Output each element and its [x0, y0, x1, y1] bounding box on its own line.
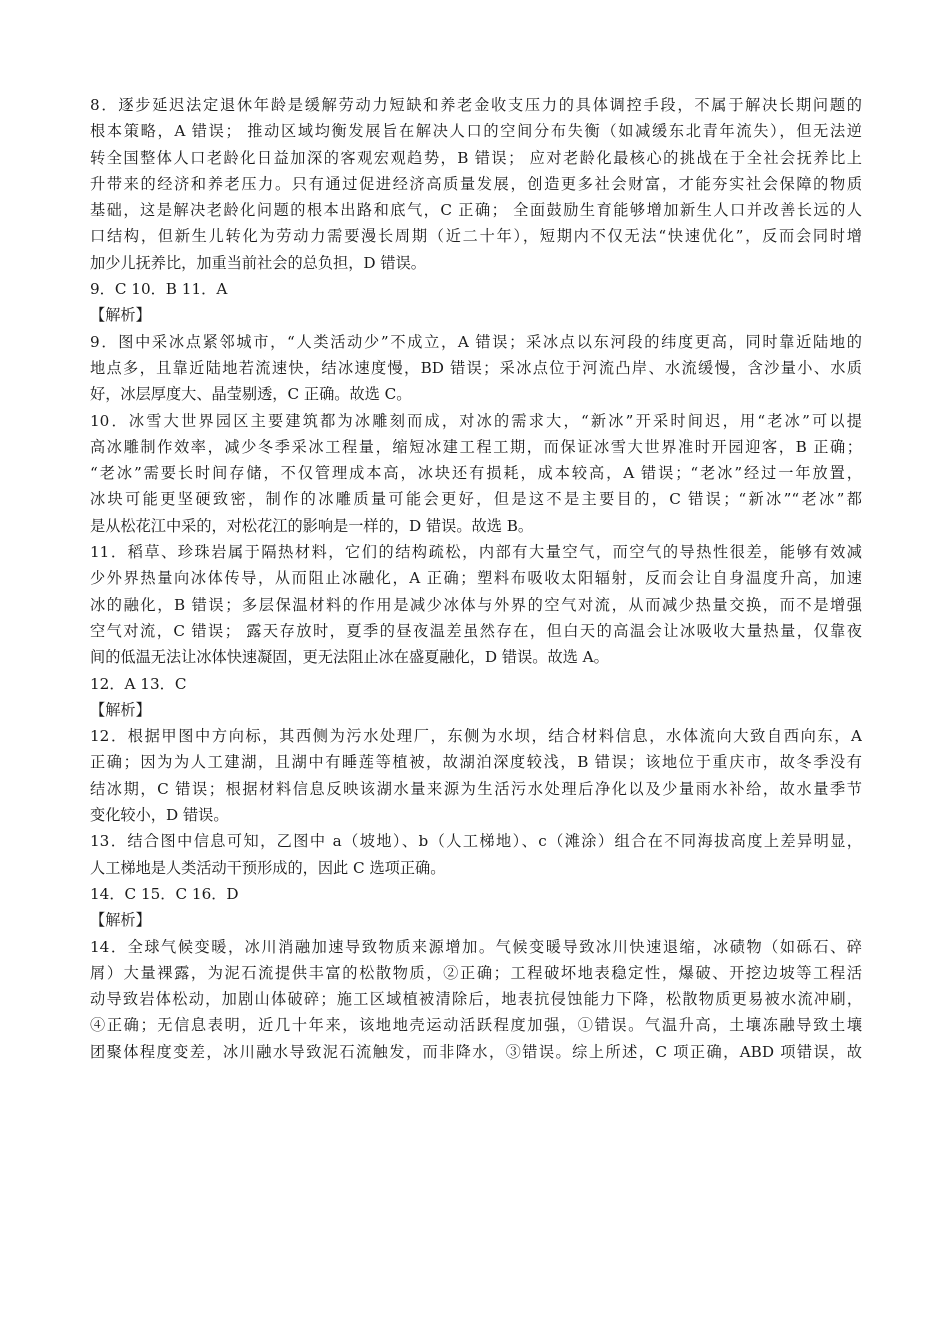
- text-line: 高冰雕制作效率，减少冬季采冰工程量，缩短冰建工程工期，而保证冰雪大世界准时开园迎客，B 正确；: [90, 437, 862, 456]
- text-line: 基础，这是解决老龄化问题的根本出路和底气，C 正确； 全面鼓励生育能够增加新生人口并改善长远的人: [90, 201, 862, 220]
- text-line: 9．C 10．B 11．A: [90, 280, 228, 299]
- text-line: 口结构，但新生儿转化为劳动力需要漫长周期（近二十年），短期内不仅无法“快速优化”，反而会同时增: [90, 227, 862, 246]
- text-line: 动导致岩体松动，加剧山体破碎；施工区域植被清除后，地表抗侵蚀能力下降，松散物质更易被水流冲刷，: [90, 990, 862, 1009]
- text-line: 升带来的经济和养老压力。只有通过促进经济高质量发展，创造更多社会财富，才能夯实社会保障的物质: [90, 174, 862, 193]
- text-line: 少外界热量向冰体传导，从而阻止冰融化，A 正确；塑料布吸收太阳辐射，反而会让自身温度升高，加速: [90, 569, 862, 588]
- text-line: 【解析】: [90, 700, 151, 719]
- text-line: 14．全球气候变暖，冰川消融加速导致物质来源增加。气候变暖导致冰川快速退缩，冰碛物（如砾石、碎: [90, 937, 862, 956]
- text-line: 【解析】: [90, 306, 151, 325]
- text-line: 好，冰层厚度大、晶莹剔透，C 正确。故选 C。: [90, 385, 412, 404]
- text-line: 变化较小，D 错误。: [90, 806, 229, 825]
- text-line: 间的低温无法让冰体快速凝固，更无法阻止冰在盛夏融化，D 错误。故选 A。: [90, 648, 609, 667]
- text-line: 是从松花江中采的，对松花江的影响是一样的，D 错误。故选 B。: [90, 516, 534, 535]
- text-line: 空气对流，C 错误； 露天存放时，夏季的昼夜温差虽然存在，但白天的高温会让冰吸收大量热量，仅靠夜: [90, 621, 862, 640]
- text-line: 人工梯地是人类活动干预形成的，因此 C 选项正确。: [90, 858, 446, 877]
- text-line: 12．A 13．C: [90, 674, 187, 693]
- text-line: 【解析】: [90, 911, 151, 930]
- text-line: 结冰期，C 错误；根据材料信息反映该湖水量来源为生活污水处理后净化以及少量雨水补给，故水量季节: [90, 779, 862, 798]
- text-line: 11．稻草、珍珠岩属于隔热材料，它们的结构疏松，内部有大量空气，而空气的导热性很差，能够有效减: [90, 543, 862, 562]
- text-line: 团聚体程度变差，冰川融水导致泥石流触发，而非降水，③错误。综上所述，C 项正确，ABD 项错误，故: [90, 1042, 862, 1061]
- text-line: 加少儿抚养比，加重当前社会的总负担，D 错误。: [90, 253, 426, 272]
- text-line: 正确；因为为人工建湖，且湖中有睡莲等植被，故湖泊深度较浅，B 错误；该地位于重庆市，故冬季没有: [90, 753, 862, 772]
- text-line: “老冰”需要长时间存储，不仅管理成本高，冰块还有损耗，成本较高，A 错误；“老冰”经过一年放置，: [90, 464, 862, 483]
- text-line: 屑）大量裸露，为泥石流提供丰富的松散物质，②正确；工程破坏地表稳定性，爆破、开挖边坡等工程活: [90, 963, 862, 982]
- text-line: 8．逐步延迟法定退休年龄是缓解劳动力短缺和养老金收支压力的具体调控手段，不属于解决长期问题的: [90, 96, 862, 114]
- text-line: 13．结合图中信息可知，乙图中 a（坡地）、b（人工梯地）、c（滩涂）组合在不同海拔高度上差异明显，: [90, 832, 862, 851]
- text-line: 冰块可能更坚硬致密，制作的冰雕质量可能会更好，但是这不是主要目的，C 错误；“新冰”“老冰”都: [90, 490, 862, 509]
- text-line: 12．根据甲图中方向标，其西侧为污水处理厂，东侧为水坝，结合材料信息，水体流向大致自西向东，A: [90, 727, 862, 746]
- text-line: ④正确；无信息表明，近几十年来，该地地壳运动活跃程度加强，①错误。气温升高，土壤冻融导致土壤: [90, 1016, 862, 1035]
- text-line: 9．图中采冰点紧邻城市，“人类活动少”不成立，A 错误；采冰点以东河段的纬度更高，同时靠近陆地的: [90, 332, 862, 351]
- text-line: 14．C 15．C 16．D: [90, 884, 239, 903]
- text-line: 转全国整体人口老龄化日益加深的客观宏观趋势，B 错误； 应对老龄化最核心的挑战在于全社会抚养比上: [90, 148, 862, 167]
- document-page: [90, 92, 862, 1065]
- text-line: 根本策略，A 错误； 推动区域均衡发展旨在解决人口的空间分布失衡（如减缓东北青年流失），但无法逆: [90, 122, 862, 141]
- text-line: 10．冰雪大世界园区主要建筑都为冰雕刻而成，对冰的需求大，“新冰”开采时间迟，用“老冰”可以提: [90, 411, 862, 430]
- text-line: 地点多，且靠近陆地若流速快，结冰速度慢，BD 错误；采冰点位于河流凸岸、水流缓慢，含沙量小、水质: [90, 358, 862, 377]
- text-line: 冰的融化，B 错误；多层保温材料的作用是减少冰体与外界的空气对流，从而减少热量交换，而不是增强: [90, 595, 862, 614]
